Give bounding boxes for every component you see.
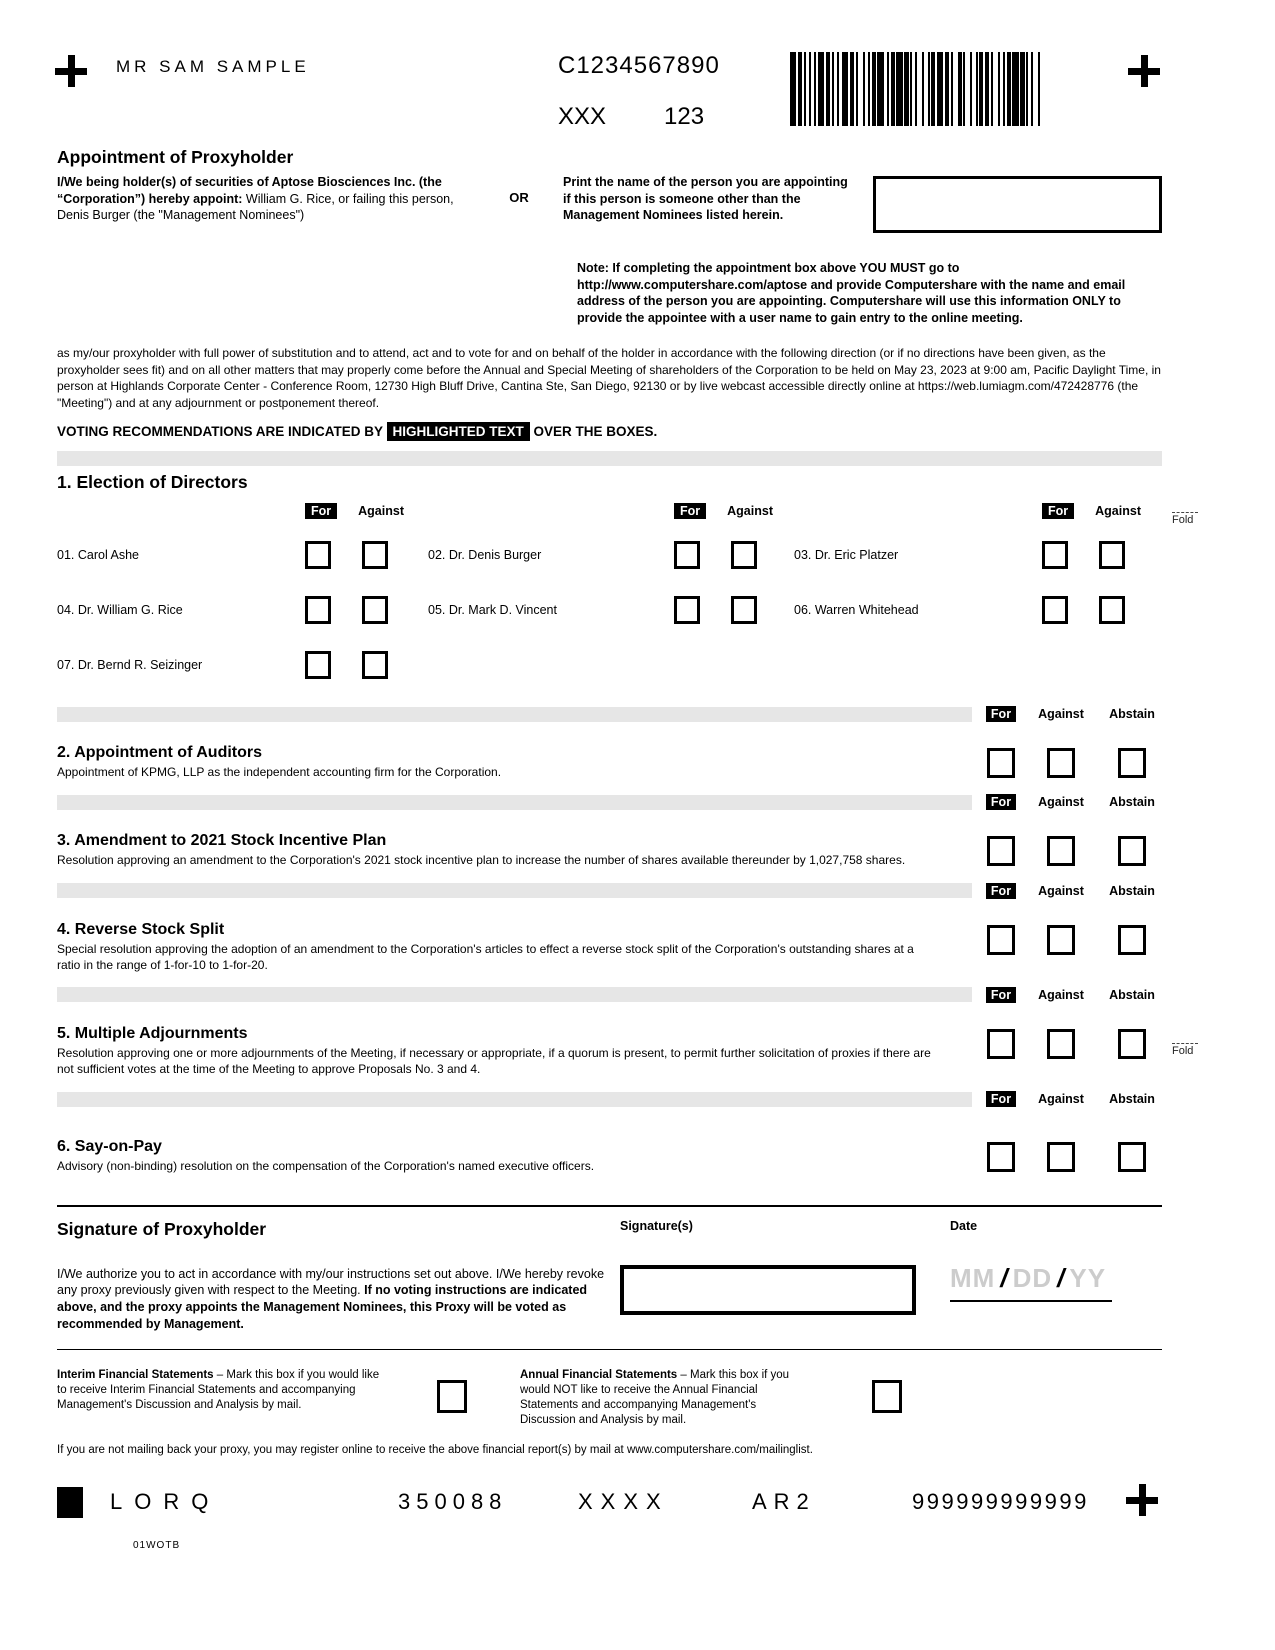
registration-cross-icon <box>1128 55 1160 87</box>
section-rule <box>57 1205 1162 1207</box>
proposal-5-abstain-checkbox[interactable] <box>1118 1029 1146 1059</box>
proposal-3-for-checkbox[interactable] <box>987 836 1015 866</box>
director-name: 01. Carol Ashe <box>57 547 139 562</box>
or-label: OR <box>509 190 529 205</box>
directors-grid <box>57 495 1162 692</box>
signature-statement <box>57 1266 620 1333</box>
director-name: 04. Dr. William G. Rice <box>57 602 183 617</box>
vote-header-strip <box>57 705 1162 723</box>
director-02-against-checkbox[interactable] <box>731 541 757 569</box>
director-07-against-checkbox[interactable] <box>362 651 388 679</box>
proposal-title: 3. Amendment to 2021 Stock Incentive Plan <box>57 832 387 850</box>
proposal-2-abstain-checkbox[interactable] <box>1118 748 1146 778</box>
vote-header-strip <box>57 986 1162 1004</box>
date-separator: / <box>1000 1262 1008 1293</box>
abstain-header: Abstain <box>1109 707 1155 722</box>
director-05-for-checkbox[interactable] <box>674 596 700 624</box>
director-05-against-checkbox[interactable] <box>731 596 757 624</box>
proposal-description: Special resolution approving the adoption of an amendment to the Corporation's articles to effect a reverse stock split of the Corporation's outstanding shares at a ratio in the range of 1-for-10 to 1-for-20. <box>57 941 914 972</box>
holder-code: XXX <box>558 103 607 130</box>
holder-statement-regular: William G. Rice, or failing this person, Denis Burger (the "Management Nominees") <box>57 191 454 222</box>
proposal-title: 6. Say-on-Pay <box>57 1138 162 1156</box>
signature-statement-bold: If no voting instructions are indicated above, and the proxy appoints the Management Nominees, this Proxy will be voted as recommended by Management. <box>57 1283 588 1331</box>
holder-statement-bold: I/We being holder(s) of securities of Aptose Biosciences Inc. (the “Corporation”) hereby appoint: <box>57 175 442 206</box>
proposal-row <box>57 744 1162 780</box>
signatures-label: Signature(s) <box>620 1218 693 1233</box>
director-01-for-checkbox[interactable] <box>305 541 331 569</box>
vote-header-strip <box>57 793 1162 811</box>
signature-section-title: Signature of Proxyholder <box>57 1218 267 1239</box>
for-header: For <box>986 1091 1016 1107</box>
date-mm-placeholder: MM <box>950 1262 996 1293</box>
proposal-row <box>57 921 1162 973</box>
interim-statements-text <box>57 1368 389 1414</box>
appointment-note: Note: If completing the appointment box above YOU MUST go to http://www.computershare.com/aptose and provide Computershare with the name and email address of the person you are appointing. Computershare will use this information ONLY to provide the appointee with a user name to gain entry to the online meeting. <box>577 261 1126 325</box>
proposal-description: Resolution approving an amendment to the Corporation's 2021 stock incentive plan to increase the number of shares available thereunder by 1,027,758 shares. <box>57 853 906 868</box>
director-06-against-checkbox[interactable] <box>1099 596 1125 624</box>
director-02-for-checkbox[interactable] <box>674 541 700 569</box>
proposal-description: Advisory (non-binding) resolution on the compensation of the Corporation's named executive officers. <box>57 1159 595 1174</box>
annual-statements-text <box>520 1368 810 1429</box>
section-divider-bar <box>57 451 1162 466</box>
holder-codes <box>558 103 704 131</box>
footer-code-lorq: LORQ <box>110 1489 221 1514</box>
annual-statements-title: Annual Financial Statements <box>520 1368 678 1381</box>
date-yy-placeholder: YY <box>1069 1262 1107 1293</box>
interim-statements-body: – Mark this box if you would like to receive Interim Financial Statements and accompanying Management's Discussion and Analysis by mail. <box>57 1368 380 1411</box>
proposal-title: 4. Reverse Stock Split <box>57 920 225 938</box>
footer-code-nines: 999999999999 <box>912 1489 1089 1514</box>
annual-statements-body: – Mark this box if you would NOT like to receive the Annual Financial Statements and accompanying Management's Discussion and Analysis by mail. <box>520 1368 790 1427</box>
voting-recommendations <box>57 424 1162 439</box>
against-header: Against <box>1038 987 1084 1002</box>
against-header: Against <box>727 504 773 519</box>
for-header: For <box>986 794 1016 810</box>
footer-code-ar2: AR2 <box>752 1489 816 1514</box>
against-header: Against <box>1095 504 1141 519</box>
print-instruction: Print the name of the person you are appointing if this person is someone other than the Management Nominees listed herein. <box>563 175 848 222</box>
proposal-title: 5. Multiple Adjournments <box>57 1024 248 1042</box>
against-header: Against <box>1038 883 1084 898</box>
account-code: 123 <box>664 103 705 130</box>
appointment-section-title: Appointment of Proxyholder <box>57 147 294 167</box>
proposal-2-against-checkbox[interactable] <box>1047 748 1075 778</box>
proposal-3-against-checkbox[interactable] <box>1047 836 1075 866</box>
register-online-note: If you are not mailing back your proxy, you may register online to receive the above financial report(s) by mail at www.computershare.com/mailinglist. <box>57 1444 813 1457</box>
against-header: Against <box>1038 795 1084 810</box>
date-input-area[interactable] <box>950 1263 1112 1302</box>
director-name: 02. Dr. Denis Burger <box>428 547 542 562</box>
proposal-title: 2. Appointment of Auditors <box>57 744 263 762</box>
date-label: Date <box>950 1218 978 1233</box>
proposal-row <box>57 832 1162 868</box>
footer-code-sequence: 350088 <box>398 1489 508 1514</box>
proposal-2-for-checkbox[interactable] <box>987 748 1015 778</box>
interim-statements-checkbox[interactable] <box>437 1380 467 1413</box>
director-06-for-checkbox[interactable] <box>1042 596 1068 624</box>
barcode <box>790 52 1102 126</box>
proposal-3-abstain-checkbox[interactable] <box>1118 836 1146 866</box>
form-code: 01WOTB <box>133 1540 181 1551</box>
proposal-6-for-checkbox[interactable] <box>987 1142 1015 1172</box>
footer-black-square <box>57 1487 83 1518</box>
against-header: Against <box>358 504 404 519</box>
abstain-header: Abstain <box>1109 1092 1155 1107</box>
recommendations-prefix: VOTING RECOMMENDATIONS ARE INDICATED BY <box>57 424 387 440</box>
for-header: For <box>1042 503 1074 519</box>
fold-marker: Fold <box>1172 512 1198 526</box>
for-header: For <box>986 987 1016 1003</box>
recommendations-suffix: OVER THE BOXES. <box>529 424 658 440</box>
director-04-for-checkbox[interactable] <box>305 596 331 624</box>
proposal-row <box>57 1025 1162 1077</box>
directors-section-title: 1. Election of Directors <box>57 472 248 493</box>
for-header: For <box>986 883 1016 899</box>
abstain-header: Abstain <box>1109 987 1155 1002</box>
proposal-description: Resolution approving one or more adjournments of the Meeting, if necessary or appropriate, if a quorum is present, to permit further solicitation of proxies if there are not sufficient votes at the time of the Meeting to approve Proposals No. 3 and 4. <box>57 1045 931 1077</box>
director-07-for-checkbox[interactable] <box>305 651 331 679</box>
for-header: For <box>305 503 337 519</box>
director-04-against-checkbox[interactable] <box>362 596 388 624</box>
signature-box[interactable] <box>620 1265 916 1315</box>
proposal-4-abstain-checkbox[interactable] <box>1118 925 1146 955</box>
director-name: 03. Dr. Eric Platzer <box>794 547 899 562</box>
director-01-against-checkbox[interactable] <box>362 541 388 569</box>
vote-header-strip <box>57 1090 1162 1108</box>
proposal-4-for-checkbox[interactable] <box>987 925 1015 955</box>
registration-cross-icon <box>1126 1484 1158 1516</box>
recipient-name: MR SAM SAMPLE <box>116 57 310 76</box>
director-03-for-checkbox[interactable] <box>1042 541 1068 569</box>
proposal-6-against-checkbox[interactable] <box>1047 1142 1075 1172</box>
proposal-row <box>57 1138 1162 1174</box>
annual-statements-checkbox[interactable] <box>872 1380 902 1413</box>
registration-cross-icon <box>55 55 87 87</box>
footer-code-xxxx: XXXX <box>578 1489 669 1514</box>
director-name: 05. Dr. Mark D. Vincent <box>428 602 557 617</box>
for-header: For <box>986 706 1016 722</box>
fold-marker: Fold <box>1172 1043 1198 1057</box>
vote-header-strip <box>57 882 1162 900</box>
against-header: Against <box>1038 1092 1084 1107</box>
holder-statement <box>57 174 475 233</box>
proposal-6-abstain-checkbox[interactable] <box>1118 1142 1146 1172</box>
proxy-paragraph: as my/our proxyholder with full power of substitution and to attend, act and to vote for and on behalf of the holder in accordance with the following direction (or if no directions have been given, as the proxyholder sees fit) and on all other matters that may properly come before the Annual and Special Meeting of shareholders of the Corporation to be held on May 23, 2023 at 9:00 am, Pacific Daylight Time, in person at Highlands Corporate Center - Conference Room, 12730 High Bluff Drive, Cantina Ste, San Diego, 92130 or by live webcast accessible directly online at https://web.lumiagm.com/472428776 (the "Meeting") and at any adjournment or postponement thereof. <box>57 346 1161 410</box>
against-header: Against <box>1038 707 1084 722</box>
abstain-header: Abstain <box>1109 883 1155 898</box>
proposal-5-against-checkbox[interactable] <box>1047 1029 1075 1059</box>
for-header: For <box>674 503 706 519</box>
proposal-description: Appointment of KPMG, LLP as the independent accounting firm for the Corporation. <box>57 765 502 780</box>
interim-statements-title: Interim Financial Statements <box>57 1368 214 1381</box>
director-03-against-checkbox[interactable] <box>1099 541 1125 569</box>
signature-statement-regular: I/We authorize you to act in accordance with my/our instructions set out above. I/We hereby revoke any proxy previously given with respect to the Meeting. <box>57 1266 605 1298</box>
proposal-5-for-checkbox[interactable] <box>987 1029 1015 1059</box>
control-number: C1234567890 <box>558 52 720 79</box>
abstain-header: Abstain <box>1109 795 1155 810</box>
director-name: 07. Dr. Bernd R. Seizinger <box>57 657 203 672</box>
section-rule <box>57 1349 1162 1350</box>
recommendations-highlight: HIGHLIGHTED TEXT <box>387 422 530 441</box>
date-separator: / <box>1057 1262 1065 1293</box>
appointee-name-box[interactable] <box>873 176 1162 233</box>
proposal-4-against-checkbox[interactable] <box>1047 925 1075 955</box>
date-dd-placeholder: DD <box>1012 1262 1053 1293</box>
director-name: 06. Warren Whitehead <box>794 602 919 617</box>
